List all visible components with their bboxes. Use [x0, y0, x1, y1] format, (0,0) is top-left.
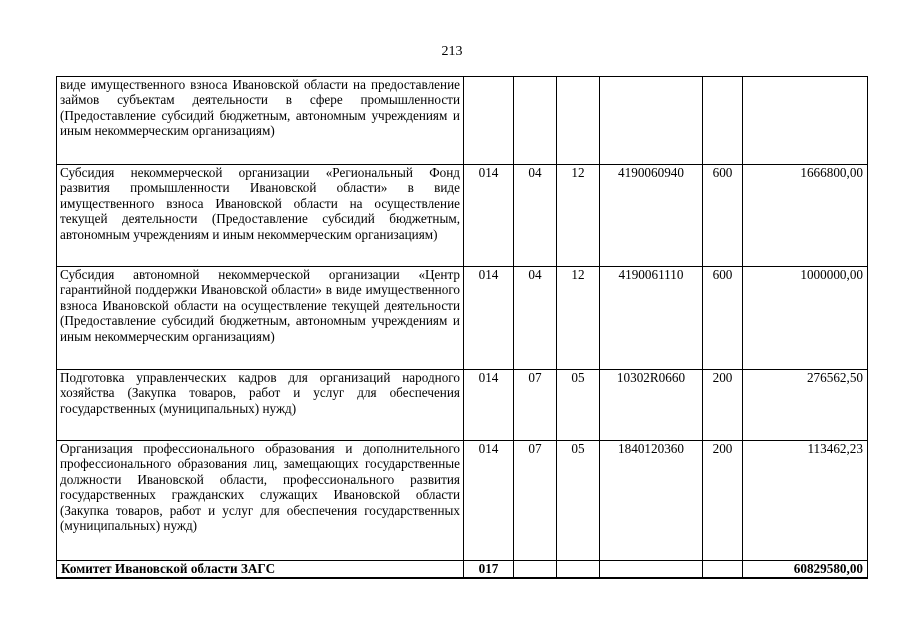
expense-type-code: 600 — [703, 267, 743, 370]
page-number: 213 — [441, 44, 463, 59]
table-row — [57, 77, 868, 165]
ministry-code: 014 — [464, 370, 514, 441]
ministry-code: 014 — [464, 441, 514, 561]
total-target-article-code — [600, 561, 703, 579]
target-article-code — [600, 77, 703, 165]
expense-type-code: 200 — [703, 441, 743, 561]
total-subsection-code — [557, 561, 600, 579]
amount: 276562,50 — [743, 370, 868, 441]
total-row — [57, 561, 868, 579]
amount: 1666800,00 — [743, 165, 868, 267]
section-code: 04 — [514, 165, 557, 267]
target-article-code: 4190061110 — [600, 267, 703, 370]
target-article-code: 4190060940 — [600, 165, 703, 267]
ministry-code: 014 — [464, 267, 514, 370]
row-description: Субсидия некоммерческой организации «Региональный Фонд развития промышленности Ивановской области» в виде имущественного взноса Ивановской области на осуществление текущей деятельности (Предоставление субсидий бюджетным, автономным учреждениям и иным некоммерческим организациям) — [57, 165, 464, 267]
total-description: Комитет Ивановской области ЗАГС — [57, 561, 464, 579]
expense-type-code: 200 — [703, 370, 743, 441]
amount: 1000000,00 — [743, 267, 868, 370]
ministry-code: 014 — [464, 165, 514, 267]
total-section-code — [514, 561, 557, 579]
subsection-code: 05 — [557, 370, 600, 441]
table-row — [57, 267, 868, 370]
subsection-code — [557, 77, 600, 165]
total-expense-type-code — [703, 561, 743, 579]
amount — [743, 77, 868, 165]
subsection-code: 12 — [557, 267, 600, 370]
table-row — [57, 165, 868, 267]
subsection-code: 05 — [557, 441, 600, 561]
section-code: 07 — [514, 441, 557, 561]
ministry-code — [464, 77, 514, 165]
row-description: Субсидия автономной некоммерческой организации «Центр гарантийной поддержки Ивановской области» в виде имущественного взноса Ивановской области на осуществление текущей деятельности (Предоставление субсидий бюджетным, автономным учреждениям и иным некоммерческим организациям) — [57, 267, 464, 370]
amount: 113462,23 — [743, 441, 868, 561]
target-article-code: 10302R0660 — [600, 370, 703, 441]
row-description: виде имущественного взноса Ивановской области на предоставление займов субъектам деятельности в сфере промышленности (Предоставление субсидий бюджетным, автономным учреждениям и иным некоммерческим организациям) — [57, 77, 464, 165]
budget-table — [56, 76, 868, 579]
section-code: 07 — [514, 370, 557, 441]
table-row — [57, 441, 868, 561]
subsection-code: 12 — [557, 165, 600, 267]
expense-type-code: 600 — [703, 165, 743, 267]
table-row — [57, 370, 868, 441]
section-code: 04 — [514, 267, 557, 370]
row-description: Подготовка управленческих кадров для организаций народного хозяйства (Закупка товаров, работ и услуг для обеспечения государственных (муниципальных) нужд) — [57, 370, 464, 441]
section-code — [514, 77, 557, 165]
total-amount: 60829580,00 — [743, 561, 868, 579]
expense-type-code — [703, 77, 743, 165]
row-description: Организация профессионального образования и дополнительного профессионального образования лиц, замещающих государственные должности Ивановской области, профессионального развития государственных гражданских служащих Ивановской области (Закупка товаров, работ и услуг для обеспечения государственных (муниципальных) нужд) — [57, 441, 464, 561]
target-article-code: 1840120360 — [600, 441, 703, 561]
total-ministry-code: 017 — [464, 561, 514, 579]
